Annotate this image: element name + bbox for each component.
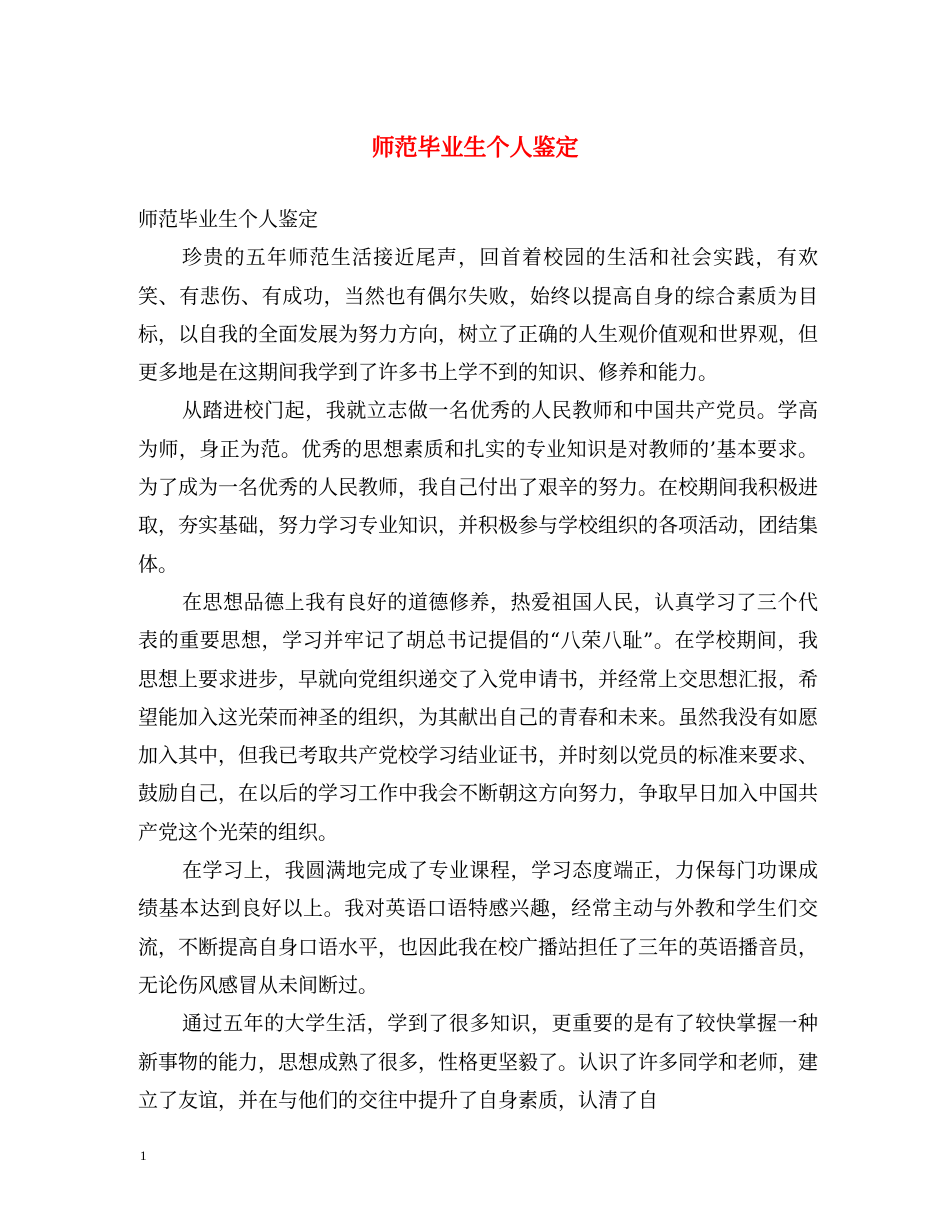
page-number: 1 — [140, 1148, 147, 1163]
document-title: 师范毕业生个人鉴定 — [371, 134, 579, 161]
document-heading: 师范毕业生个人鉴定 — [138, 207, 318, 231]
paragraph-2: 从踏进校门起，我就立志做一名优秀的人民教师和中国共产党员。学高为师，身正为范。优秀的思想素质和扎实的专业知识是对教师的’基本要求。为了成为一名优秀的人民教师，我自己付出了艰辛的努力。在校期间我积极进取，夯实基础，努力学习专业知识，并积极参与学校组织的各项活动，团结集体。 — [138, 398, 818, 576]
paragraph-5: 通过五年的大学生活，学到了很多知识，更重要的是有了较快掌握一种新事物的能力，思想成熟了很多，性格更坚毅了。认识了许多同学和老师，建立了友谊，并在与他们的交往中提升了自身素质，认清了自 — [138, 1011, 818, 1112]
paragraph-1: 珍贵的五年师范生活接近尾声，回首着校园的生活和社会实践，有欢笑、有悲伤、有成功，当然也有偶尔失败，始终以提高自身的综合素质为目标，以自我的全面发展为努力方向，树立了正确的人生观价值观和世界观，但更多地是在这期间我学到了许多书上学不到的知识、修养和能力。 — [138, 245, 818, 385]
paragraph-3: 在思想品德上我有良好的道德修养，热爱祖国人民，认真学习了三个代表的重要思想，学习并牢记了胡总书记提倡的“八荣八耻”。在学校期间，我思想上要求进步，早就向党组织递交了入党申请书，并经常上交思想汇报，希望能加入这光荣而神圣的组织，为其献出自己的青春和未来。虽然我没有如愿加入其中，但我已考取共产党校学习结业证书，并时刻以党员的标准来要求、鼓励自己，在以后的学习工作中我会不断朝这方向努力，争取早日加入中国共产党这个光荣的组织。 — [138, 589, 818, 844]
document-body — [138, 200, 818, 1119]
paragraph-4: 在学习上，我圆满地完成了专业课程，学习态度端正，力保每门功课成绩基本达到良好以上。我对英语口语特感兴趣，经常主动与外教和学生们交流，不断提高自身口语水平，也因此我在校广播站担任了三年的英语播音员，无论伤风感冒从未间断过。 — [138, 858, 818, 997]
